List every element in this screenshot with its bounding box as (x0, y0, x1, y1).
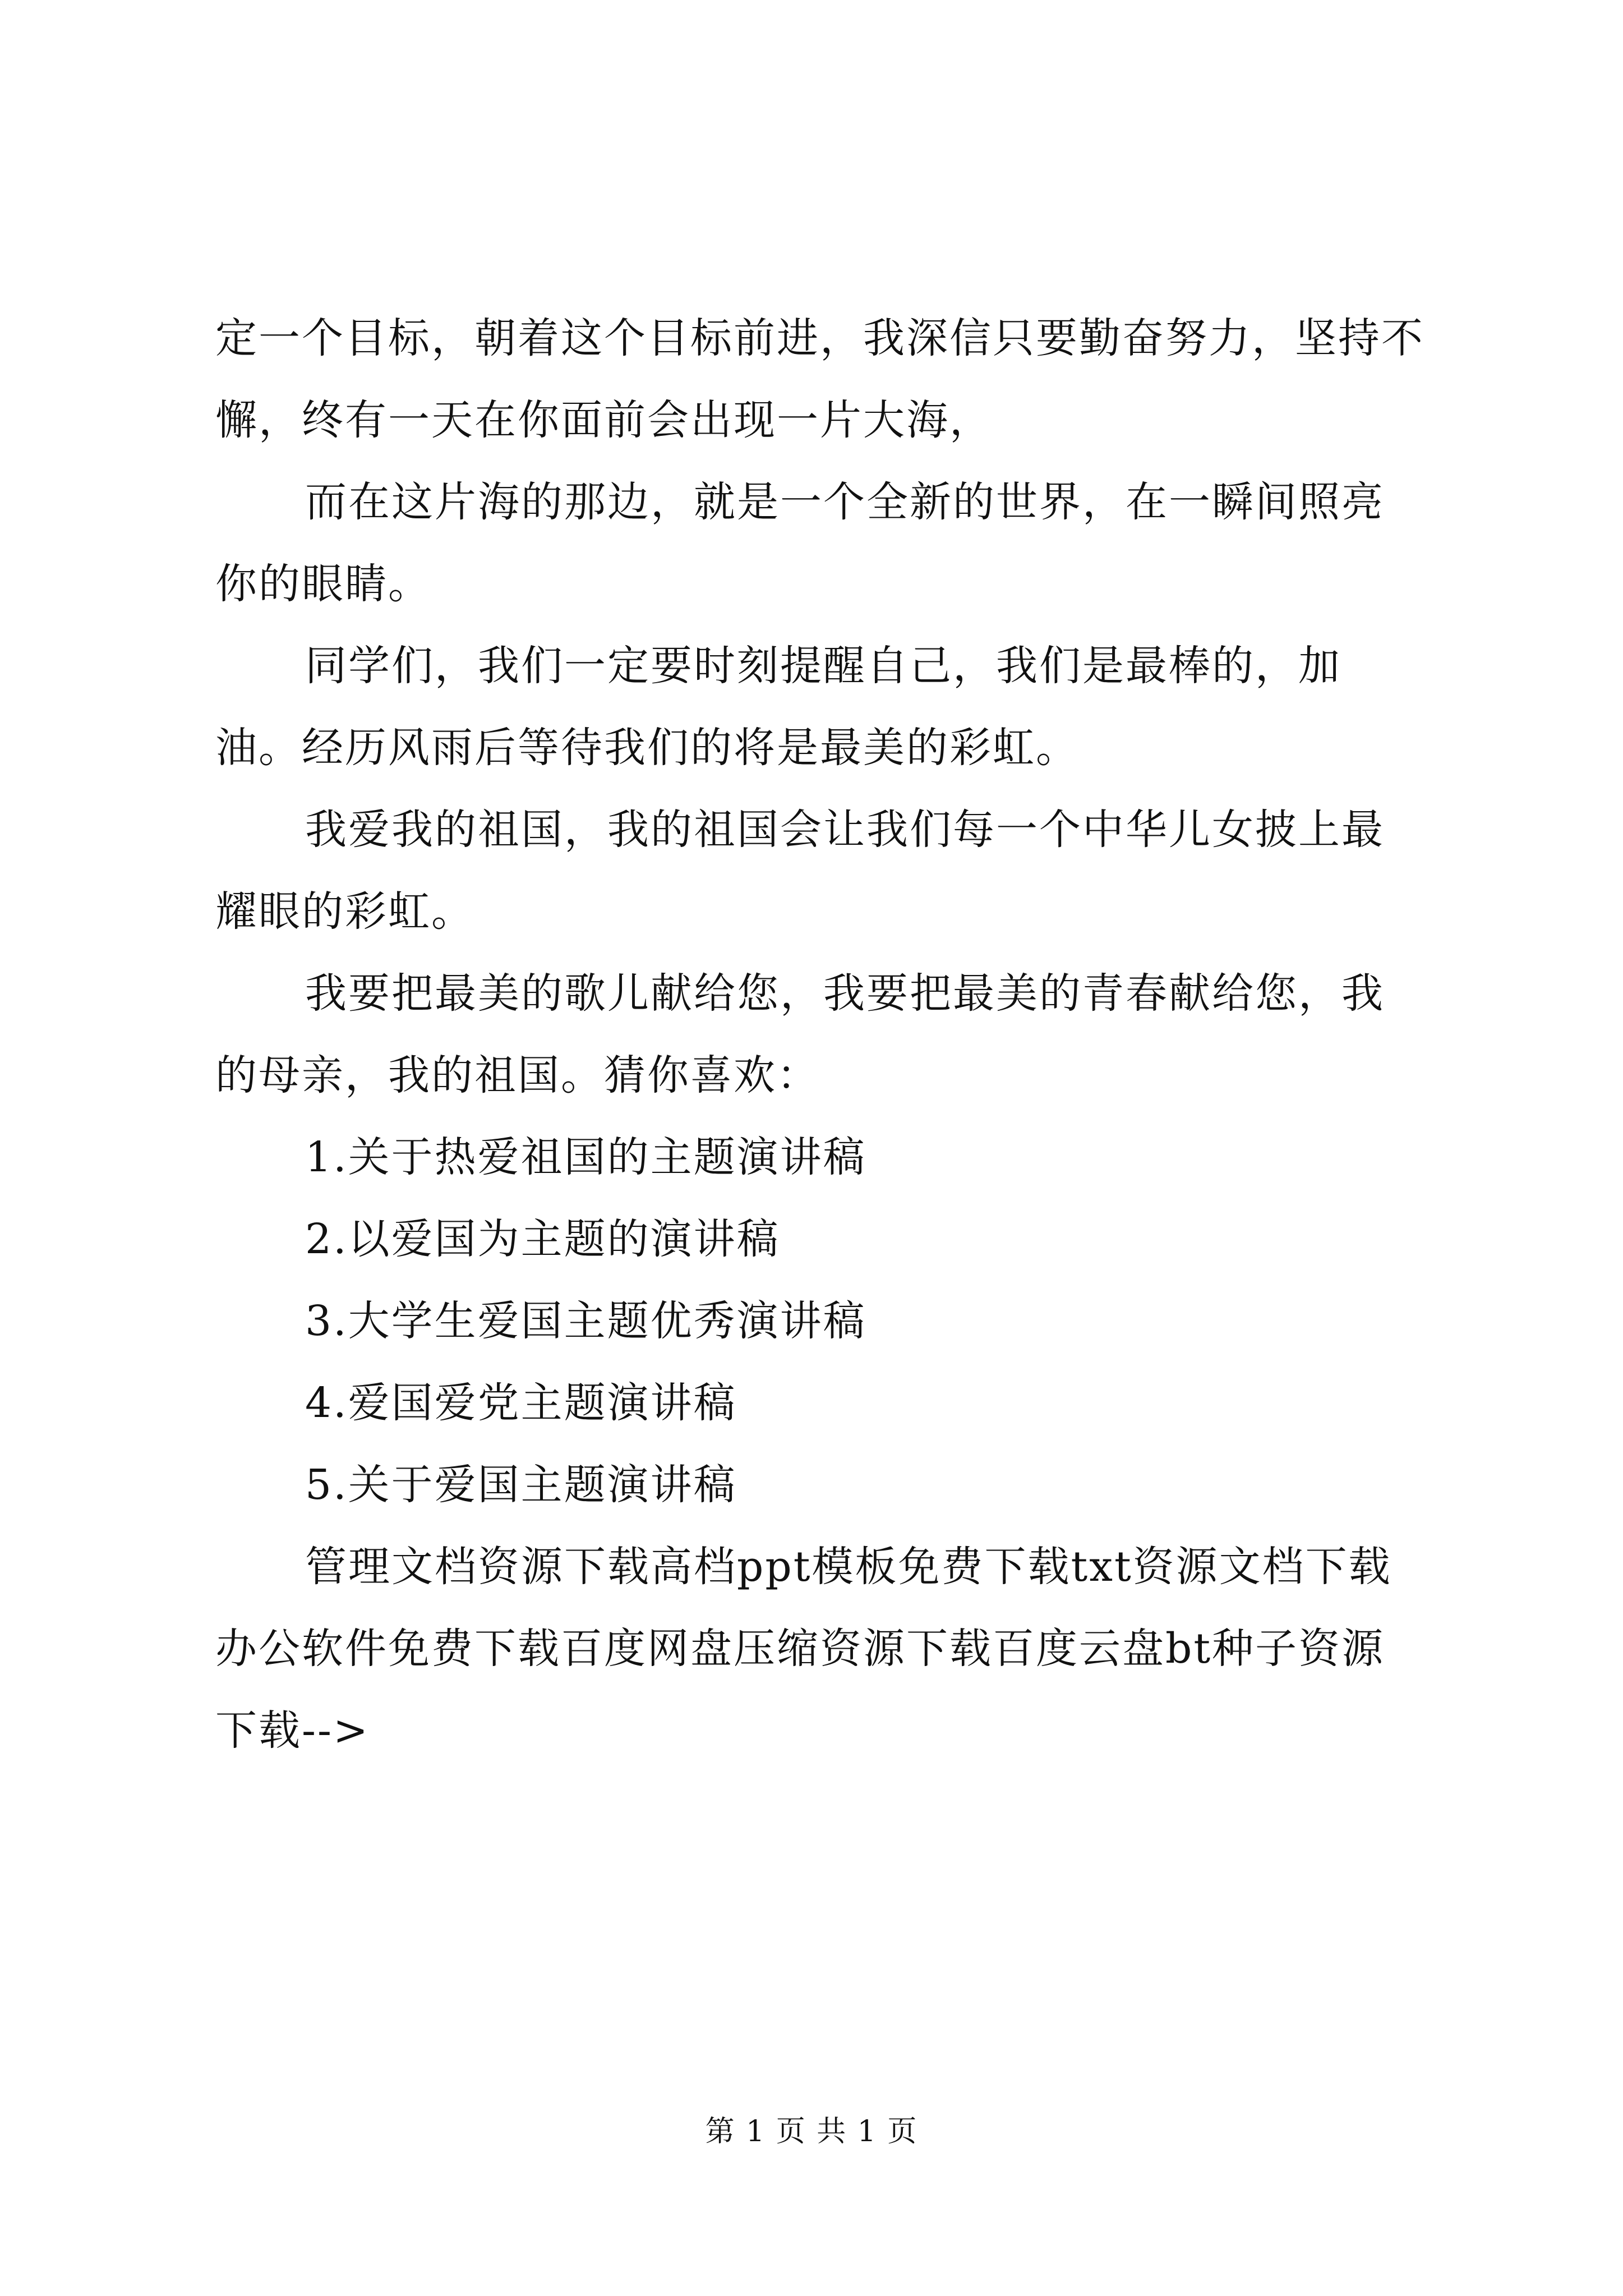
document-body (215, 297, 1427, 1772)
paragraph-4: 我爱我的祖国，我的祖国会让我们每一个中华儿女披上最耀眼的彩虹。 (215, 806, 1385, 936)
paragraph-3: 同学们，我们一定要时刻提醒自己，我们是最棒的，加油。经历风雨后等待我们的将是最美的彩虹。 (215, 642, 1341, 772)
paragraph-1: 定一个目标，朝着这个目标前进，我深信只要勤奋努力，坚持不懈，终有一天在你面前会出现一片大海， (215, 314, 1424, 444)
related-link-1[interactable]: 1.关于热爱祖国的主题演讲稿 (305, 1133, 866, 1181)
trailer-text: 管理文档资源下载高档ppt模板免费下载txt资源文档下载办公软件免费下载百度网盘压缩资源下载百度云盘bt种子资源下载--> (215, 1543, 1392, 1755)
page-footer: 第 1 页 共 1 页 (705, 2115, 918, 2148)
paragraph-2: 而在这片海的那边，就是一个全新的世界，在一瞬间照亮你的眼睛。 (215, 478, 1385, 608)
related-link-2[interactable]: 2.以爱国为主题的演讲稿 (305, 1215, 780, 1263)
related-link-5[interactable]: 5.关于爱国主题演讲稿 (305, 1461, 737, 1509)
related-link-4[interactable]: 4.爱国爱党主题演讲稿 (305, 1379, 737, 1427)
related-link-3[interactable]: 3.大学生爱国主题优秀演讲稿 (305, 1297, 866, 1345)
paragraph-5: 我要把最美的歌儿献给您，我要把最美的青春献给您，我的母亲，我的祖国。猜你喜欢： (215, 969, 1385, 1099)
